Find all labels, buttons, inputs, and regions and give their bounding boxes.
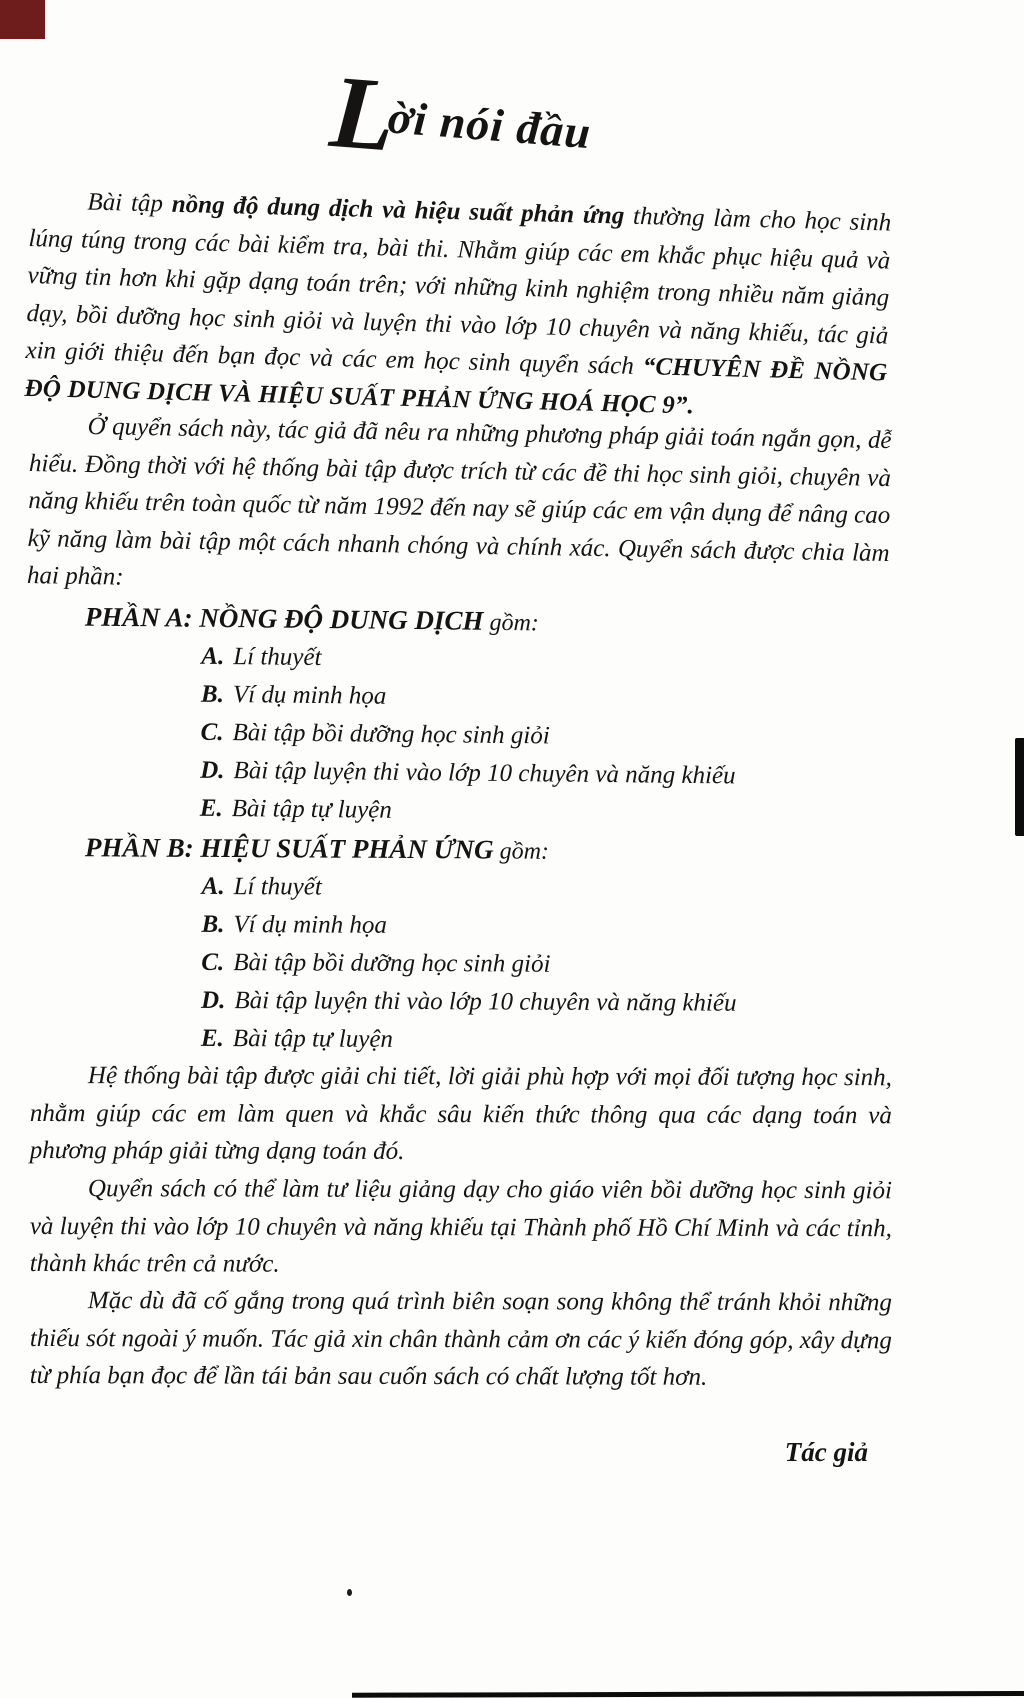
item-text: Bài tập luyện thi vào lớp 10 chuyên và năng khiếu — [233, 757, 736, 790]
item-text: Lí thuyết — [233, 873, 322, 901]
list-item — [201, 944, 891, 986]
item-letter: A. — [201, 642, 225, 671]
part-b-section — [29, 828, 892, 1062]
scan-edge-mark — [1015, 738, 1024, 836]
list-item — [201, 906, 891, 948]
item-text: Ví dụ minh họa — [232, 681, 387, 710]
scan-corner-mark — [0, 0, 45, 39]
item-letter: E. — [200, 1025, 224, 1053]
scan-stray-dot — [347, 1589, 352, 1596]
part-a-heading-suffix: gồm: — [483, 609, 539, 637]
item-letter: C. — [200, 718, 224, 747]
part-b-heading — [85, 828, 892, 871]
page-title — [28, 44, 894, 200]
book-title: “CHUYÊN ĐỀ NỒNG ĐỘ DUNG DỊCH VÀ HIỆU SUẤT PHẢN ỨNG HOÁ HỌC 9”. — [24, 353, 888, 420]
item-letter: D. — [200, 756, 225, 785]
intro-lead: Bài tập — [87, 188, 173, 219]
list-item — [201, 1020, 891, 1062]
part-b-heading-text: PHẦN B: HIỆU SUẤT PHẢN ỨNG — [84, 832, 494, 865]
overview-paragraph: Ở quyển sách này, tác giả đã nêu ra những phương pháp giải toán ngắn gọn, dễ hiểu. Đồng thời với hệ thống bài tập được trích từ các đề thi học sinh giỏi, chuyên và năng khiếu trên toàn quốc từ năm 1992 đến nay sẽ giúp các em vận dụng để nâng cao kỹ năng làm bài tập một cách nhanh chóng và chính xác. Quyển sách được chia làm hai phần: — [26, 413, 892, 592]
item-letter: B. — [201, 911, 225, 939]
item-letter: D. — [201, 987, 226, 1015]
title-drop-cap: L — [326, 53, 393, 174]
item-letter: B. — [200, 680, 225, 709]
list-item — [200, 790, 890, 835]
item-text: Bài tập luyện thi vào lớp 10 chuyên và năng khiếu — [234, 987, 737, 1017]
scan-bottom-line — [352, 1691, 1024, 1698]
item-text: Ví dụ minh họa — [233, 911, 387, 940]
closing-paragraph-1: Hệ thống bài tập được giải chi tiết, lời giải phù hợp với mọi đối tượng học sinh, nhằm giúp các em làm quen và khắc sâu kiến thức thông qua các dạng toán và phương pháp giải từng dạng toán đó. — [29, 1062, 892, 1166]
item-text: Bài tập tự luyện — [231, 795, 393, 824]
intro-emphasis: nồng độ dung dịch và hiệu suất phản ứng — [171, 191, 625, 230]
part-b-heading-suffix: gồm: — [493, 838, 549, 865]
list-item — [201, 982, 891, 1024]
intro-middle: thường làm cho học sinh lúng túng trong các bài kiểm tra, bài thi. Nhằm giúp các em khắc phục hiệu quả và vững tin hơn khi gặp dạng toán trên; với những kinh nghiệm trong nhiều năm giảng dạy, bồi dưỡng học sinh giỏi và luyện thi vào lớp 10 chuyên và năng khiếu, tác giả xin giới thiệu đến bạn đọc và các em học sinh quyển sách — [25, 202, 892, 381]
item-text: Bài tập tự luyện — [232, 1025, 394, 1054]
part-a-list — [200, 638, 892, 835]
author-signature: Tác giả — [784, 1436, 868, 1467]
part-a-heading-text: PHẦN A: NỒNG ĐỘ DUNG DỊCH — [84, 601, 484, 636]
part-b-list — [201, 868, 892, 1062]
closing-paragraph-2: Quyển sách có thể làm tư liệu giảng dạy cho giáo viên bồi dưỡng học sinh giỏi và luyện thi vào lớp 10 chuyên và năng khiếu tại Thành phố Hồ Chí Minh và các tỉnh, thành khác trên cả nước. — [29, 1174, 892, 1278]
part-a-section — [28, 597, 892, 835]
closing-paragraph-3: Mặc dù đã cố gắng trong quá trình biên soạn song không thể tránh khỏi những thiếu sót ngoài ý muốn. Tác giả xin chân thành cảm ơn các ý kiến đóng góp, xây dựng từ phía bạn đọc để lần tái bản sau cuốn sách có chất lượng tốt hơn. — [29, 1287, 892, 1391]
title-text: ời nói đầu — [386, 91, 594, 159]
item-letter: E. — [199, 794, 223, 823]
item-text: Bài tập bồi dưỡng học sinh giỏi — [233, 949, 551, 978]
item-letter: C. — [201, 949, 225, 977]
item-text: Lí thuyết — [233, 643, 322, 672]
intro-paragraph — [24, 182, 892, 429]
item-letter: A. — [201, 873, 225, 901]
list-item — [202, 868, 892, 910]
item-text: Bài tập bồi dưỡng học sinh giỏi — [232, 719, 550, 750]
